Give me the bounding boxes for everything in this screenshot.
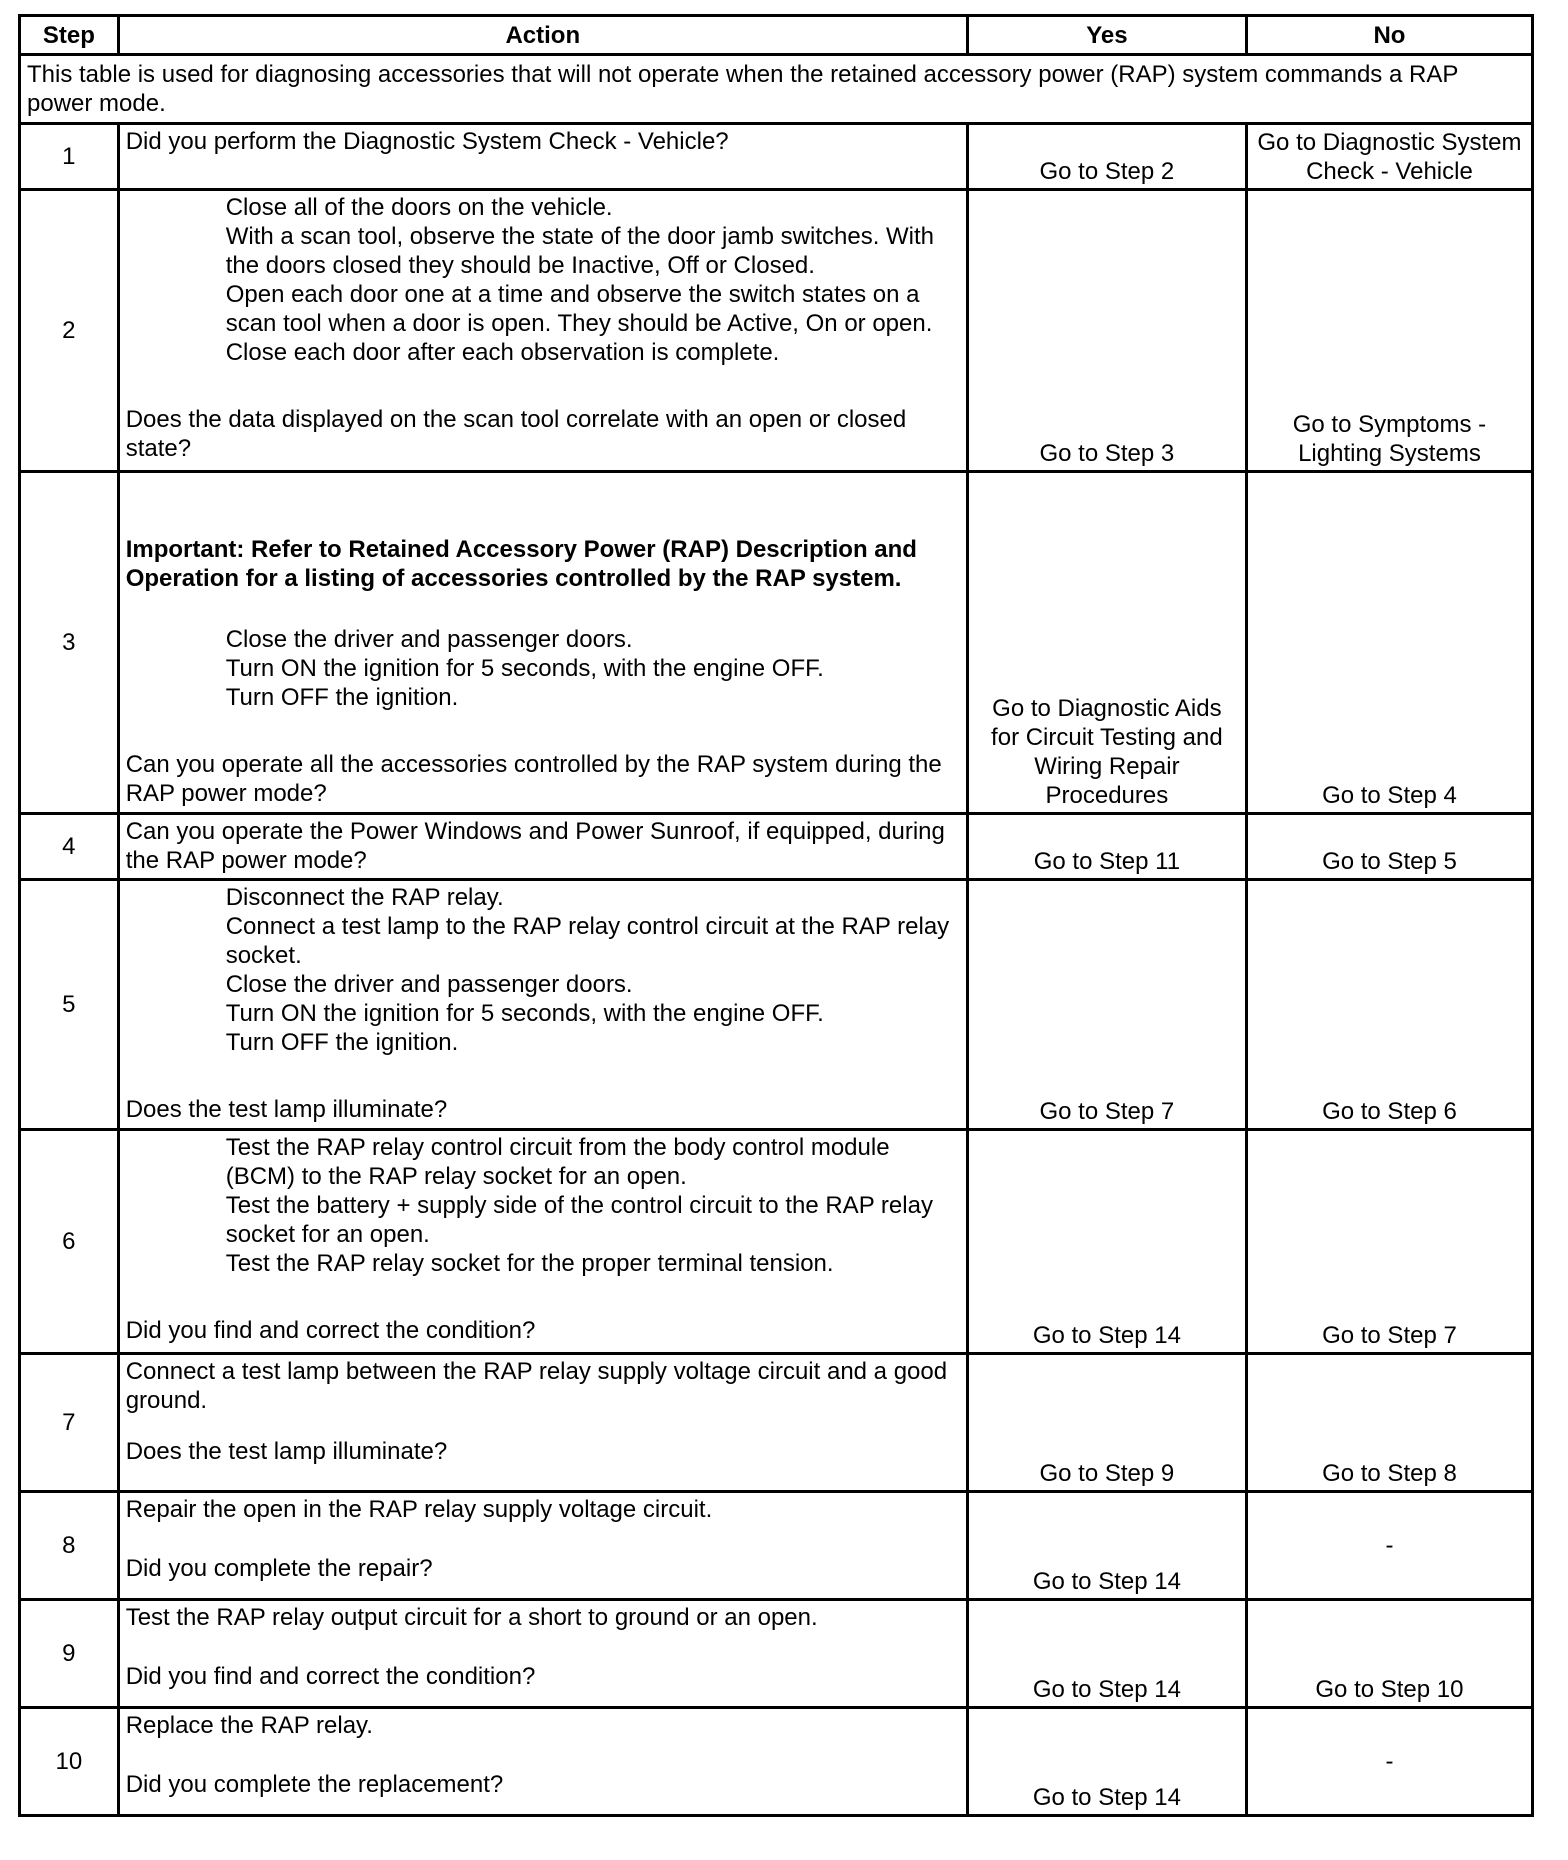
question-text: Does the test lamp illuminate? <box>125 1096 448 1123</box>
instruction-item: Test the RAP relay control circuit from the body control module (BCM) to the RAP relay socket for an open. <box>225 1134 890 1190</box>
no-cell: - <box>1246 1492 1532 1600</box>
spacer <box>126 712 960 750</box>
instruction-item: Turn OFF the ignition. <box>225 1029 459 1056</box>
yes-cell: Go to Diagnostic Aids for Circuit Testing and Wiring Repair Procedures <box>967 472 1246 814</box>
instruction-item: Connect a test lamp to the RAP relay control circuit at the RAP relay socket. <box>225 913 950 969</box>
spacer <box>126 1524 960 1554</box>
action-text: Replace the RAP relay. <box>125 1712 373 1739</box>
instruction-item: Turn OFF the ignition. <box>225 684 459 711</box>
yes-cell: Go to Step 7 <box>967 880 1246 1130</box>
table-row <box>20 472 1533 814</box>
step-number: 1 <box>20 124 119 190</box>
intro-text: This table is used for diagnosing accessories that will not operate when the retained accessory power (RAP) system commands a RAP power mode. <box>20 55 1533 124</box>
instruction-item: Close the driver and passenger doors. <box>225 626 633 653</box>
instruction-item: Turn ON the ignition for 5 seconds, with the engine OFF. <box>225 1000 824 1027</box>
header-row <box>20 16 1533 55</box>
table-row <box>20 880 1533 1130</box>
question-text: Did you find and correct the condition? <box>125 1663 536 1690</box>
instruction-item: Close all of the doors on the vehicle. <box>225 194 613 221</box>
spacer <box>126 1415 960 1437</box>
table-row <box>20 1600 1533 1708</box>
important-note: Important: Refer to Retained Accessory Power (RAP) Description and Operation for a listing of accessories controlled by the RAP system. <box>125 536 917 592</box>
action-cell <box>118 814 967 880</box>
table-row <box>20 124 1533 190</box>
spacer <box>126 1278 960 1316</box>
action-cell <box>118 1130 967 1354</box>
no-cell: Go to Symptoms - Lighting Systems <box>1246 190 1532 472</box>
question-text: Can you operate all the accessories controlled by the RAP system during the RAP power mode? <box>125 751 942 807</box>
action-cell <box>118 1708 967 1816</box>
action-cell <box>118 1600 967 1708</box>
table-row <box>20 1130 1533 1354</box>
action-cell <box>118 880 967 1130</box>
diagnostic-page <box>18 14 1534 1817</box>
instruction-item: Turn ON the ignition for 5 seconds, with the engine OFF. <box>225 655 824 682</box>
diagnostic-table <box>18 14 1534 1817</box>
table-row <box>20 1708 1533 1816</box>
no-cell: Go to Step 6 <box>1246 880 1532 1130</box>
table-row <box>20 190 1533 472</box>
no-cell: Go to Step 10 <box>1246 1600 1532 1708</box>
question-text: Did you complete the repair? <box>125 1555 433 1582</box>
yes-cell: Go to Step 2 <box>967 124 1246 190</box>
header-step: Step <box>20 16 119 55</box>
table-row <box>20 814 1533 880</box>
table-row <box>20 1354 1533 1492</box>
step-number: 4 <box>20 814 119 880</box>
step-number: 7 <box>20 1354 119 1492</box>
step-number: 10 <box>20 1708 119 1816</box>
yes-cell: Go to Step 14 <box>967 1492 1246 1600</box>
yes-cell: Go to Step 3 <box>967 190 1246 472</box>
spacer <box>126 1057 960 1095</box>
instruction-item: Test the battery + supply side of the control circuit to the RAP relay socket for an open. <box>225 1192 933 1248</box>
header-action: Action <box>118 16 967 55</box>
yes-cell: Go to Step 9 <box>967 1354 1246 1492</box>
step-number: 9 <box>20 1600 119 1708</box>
action-cell <box>118 472 967 814</box>
action-cell <box>118 190 967 472</box>
question-text: Does the test lamp illuminate? <box>125 1438 448 1465</box>
instruction-item: Disconnect the RAP relay. <box>225 884 504 911</box>
question-text: Did you find and correct the condition? <box>125 1317 536 1344</box>
yes-cell: Go to Step 14 <box>967 1708 1246 1816</box>
question-text: Did you complete the replacement? <box>125 1771 504 1798</box>
step-number: 5 <box>20 880 119 1130</box>
no-cell: Go to Step 4 <box>1246 472 1532 814</box>
action-text: Test the RAP relay output circuit for a short to ground or an open. <box>125 1604 818 1631</box>
instruction-item: Open each door one at a time and observe the switch states on a scan tool when a door is open. They should be Active, On or open. Close each door after each observation is complete. <box>225 281 933 366</box>
question-text: Did you perform the Diagnostic System Check - Vehicle? <box>125 128 729 155</box>
action-text: Repair the open in the RAP relay supply voltage circuit. <box>125 1496 713 1523</box>
table-row <box>20 1492 1533 1600</box>
instruction-item: Close the driver and passenger doors. <box>225 971 633 998</box>
header-no: No <box>1246 16 1532 55</box>
question-text: Does the data displayed on the scan tool correlate with an open or closed state? <box>125 406 907 462</box>
no-cell: Go to Step 7 <box>1246 1130 1532 1354</box>
action-cell <box>118 1492 967 1600</box>
yes-cell: Go to Step 11 <box>967 814 1246 880</box>
intro-row <box>20 55 1533 124</box>
spacer <box>126 593 960 625</box>
question-text: Can you operate the Power Windows and Power Sunroof, if equipped, during the RAP power mode? <box>125 818 945 874</box>
instruction-item: Test the RAP relay socket for the proper terminal tension. <box>225 1250 834 1277</box>
spacer <box>126 475 960 535</box>
no-cell: Go to Step 8 <box>1246 1354 1532 1492</box>
yes-cell: Go to Step 14 <box>967 1130 1246 1354</box>
instruction-item: With a scan tool, observe the state of the door jamb switches. With the doors closed they should be Inactive, Off or Closed. <box>225 223 935 279</box>
spacer <box>126 1632 960 1662</box>
no-cell: - <box>1246 1708 1532 1816</box>
spacer <box>126 367 960 405</box>
yes-cell: Go to Step 14 <box>967 1600 1246 1708</box>
no-cell: Go to Diagnostic System Check - Vehicle <box>1246 124 1532 190</box>
no-cell: Go to Step 5 <box>1246 814 1532 880</box>
header-yes: Yes <box>967 16 1246 55</box>
step-number: 3 <box>20 472 119 814</box>
step-number: 6 <box>20 1130 119 1354</box>
action-cell <box>118 124 967 190</box>
action-cell <box>118 1354 967 1492</box>
action-text: Connect a test lamp between the RAP relay supply voltage circuit and a good ground. <box>125 1358 948 1414</box>
step-number: 8 <box>20 1492 119 1600</box>
spacer <box>126 1740 960 1770</box>
step-number: 2 <box>20 190 119 472</box>
